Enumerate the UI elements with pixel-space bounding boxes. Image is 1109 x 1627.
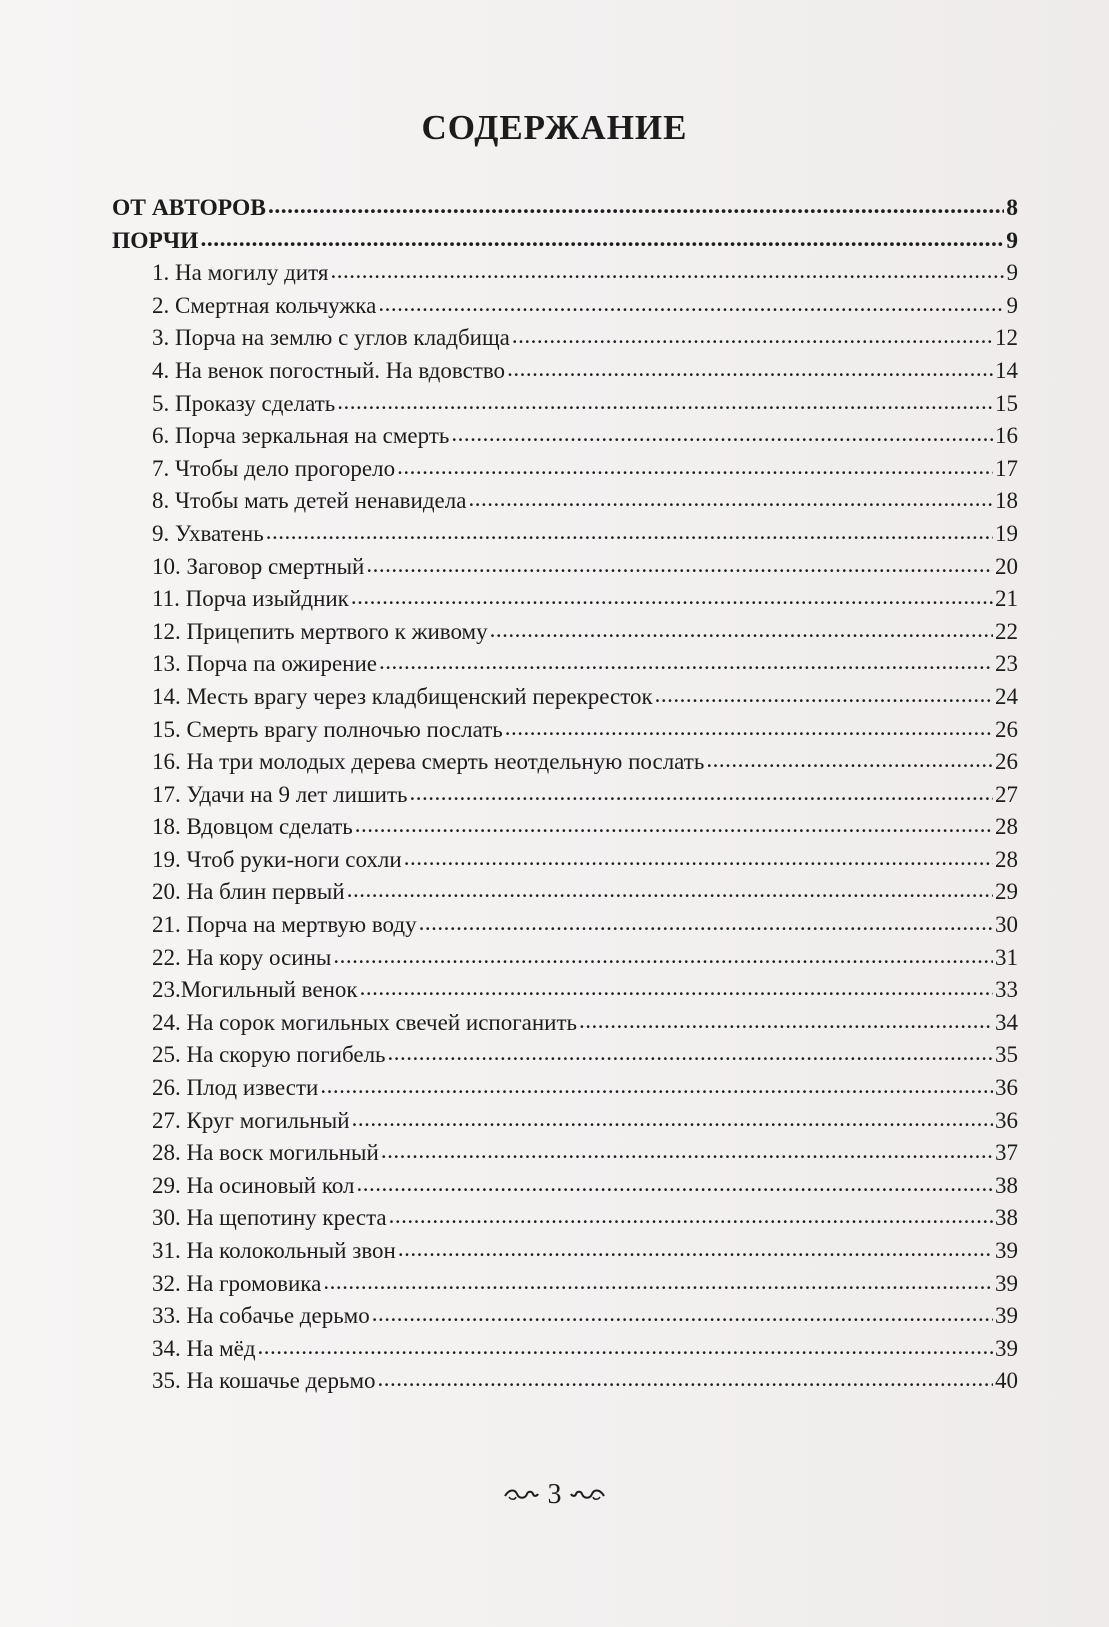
toc-entry-row xyxy=(112,518,1018,551)
toc-page-number: 18 xyxy=(995,488,1018,514)
dot-leader xyxy=(347,874,993,907)
toc-page-number: 9 xyxy=(1006,260,1018,286)
toc-entry-title: 14. Месть врагу через кладбищенский перекресток xyxy=(152,683,653,709)
toc-entry-title: 27. Круг могильный xyxy=(152,1107,350,1133)
dot-leader xyxy=(320,1070,993,1103)
toc-entry-title: 29. На осиновый кол xyxy=(152,1172,355,1198)
toc-entry-title: 35. На кошачье дерьмо xyxy=(152,1368,376,1394)
toc-entry-row xyxy=(112,551,1018,584)
toc-section-row xyxy=(112,225,1018,258)
dot-leader xyxy=(366,549,993,582)
dot-leader xyxy=(379,646,993,679)
toc-entry-title: 13. Порча па ожирение xyxy=(152,651,377,677)
toc-page-number: 36 xyxy=(995,1107,1018,1133)
toc-entry-title: 11. Порча изыйдник xyxy=(152,586,349,612)
toc-entry-title: 26. Плод извести xyxy=(152,1075,319,1101)
toc-entry-title: 22. На кору осины xyxy=(152,944,332,970)
dot-leader xyxy=(398,1233,993,1266)
toc-entry-row xyxy=(112,876,1018,909)
toc-page-number: 38 xyxy=(995,1205,1018,1231)
page-number: 3 xyxy=(547,1479,562,1511)
toc-entry-row xyxy=(112,714,1018,747)
dot-leader xyxy=(266,516,993,549)
toc-entry-row xyxy=(112,1202,1018,1235)
toc-entry-row xyxy=(112,648,1018,681)
toc-page-number: 39 xyxy=(995,1335,1018,1361)
toc-entry-title: 8. Чтобы мать детей ненавидела xyxy=(152,488,467,514)
dot-leader xyxy=(397,451,993,484)
toc-page-number: 12 xyxy=(995,325,1018,351)
toc-page-number: 16 xyxy=(995,423,1018,449)
toc-page-number: 35 xyxy=(995,1042,1018,1068)
toc-entry-title: 24. На сорок могильных свечей испоганить xyxy=(152,1009,578,1035)
dot-leader xyxy=(378,288,1004,321)
toc-page-number: 26 xyxy=(995,716,1018,742)
toc-entry-title: 34. На мёд xyxy=(152,1335,256,1361)
dot-leader xyxy=(381,1135,993,1168)
toc-entry-title: 7. Чтобы дело прогорело xyxy=(152,455,396,481)
toc-entry-title: 3. Порча на землю с углов кладбища xyxy=(152,325,510,351)
toc-page-number: 38 xyxy=(995,1172,1018,1198)
toc-entry-row xyxy=(112,909,1018,942)
dot-leader xyxy=(268,190,1004,223)
dot-leader xyxy=(388,1037,993,1070)
toc-entry-title: ОТ АВТОРОВ xyxy=(112,195,266,221)
toc-entry-row xyxy=(112,616,1018,649)
toc-page-number: 30 xyxy=(995,912,1018,938)
toc-entry-row xyxy=(112,1268,1018,1301)
toc-page-number: 14 xyxy=(995,357,1018,383)
dot-leader xyxy=(330,255,1004,288)
toc-page-number: 40 xyxy=(995,1368,1018,1394)
dot-leader xyxy=(468,483,993,516)
toc-entry-row xyxy=(112,388,1018,421)
toc-entry-row xyxy=(112,746,1018,779)
toc-entry-row xyxy=(112,1170,1018,1203)
toc-entry-title: 28. На воск могильный xyxy=(152,1140,379,1166)
toc-entry-row xyxy=(112,1235,1018,1268)
toc-page-number: 39 xyxy=(995,1303,1018,1329)
toc-page-number: 31 xyxy=(995,944,1018,970)
toc-page-number: 39 xyxy=(995,1270,1018,1296)
toc-page-number: 15 xyxy=(995,390,1018,416)
dot-leader xyxy=(323,1266,993,1299)
dot-leader xyxy=(360,972,993,1005)
toc-page-number: 34 xyxy=(995,1009,1018,1035)
scroll-ornament-left-icon xyxy=(503,1480,539,1510)
toc-entry-row xyxy=(112,485,1018,518)
toc-entry-row xyxy=(112,1072,1018,1105)
dot-leader xyxy=(655,679,993,712)
toc-entry-title: 16. На три молодых дерева смерть неотдельную послать xyxy=(152,749,705,775)
toc-entry-row xyxy=(112,1137,1018,1170)
toc-entry-row xyxy=(112,355,1018,388)
toc-page-number: 27 xyxy=(995,781,1018,807)
toc-entry-row xyxy=(112,420,1018,453)
toc-entry-row xyxy=(112,322,1018,355)
toc-entry-row xyxy=(112,1365,1018,1398)
dot-leader xyxy=(505,712,993,745)
toc-entry-row xyxy=(112,1039,1018,1072)
toc-page-number: 37 xyxy=(995,1140,1018,1166)
dot-leader xyxy=(490,614,993,647)
page-title: СОДЕРЖАНИЕ xyxy=(421,108,688,147)
toc-page-number: 28 xyxy=(995,846,1018,872)
toc-entry-row xyxy=(112,844,1018,877)
dot-leader xyxy=(372,1298,993,1331)
toc-entry-row xyxy=(112,681,1018,714)
dot-leader xyxy=(333,940,993,973)
toc-page-number: 22 xyxy=(995,618,1018,644)
dot-leader xyxy=(706,744,993,777)
toc-page-number: 9 xyxy=(1006,227,1018,254)
dot-leader xyxy=(357,1168,993,1201)
toc-page-number: 36 xyxy=(995,1075,1018,1101)
dot-leader xyxy=(200,223,1004,256)
toc-page-number: 9 xyxy=(1006,292,1018,318)
dot-leader xyxy=(419,907,993,940)
toc-entry-row xyxy=(112,583,1018,616)
dot-leader xyxy=(579,1005,993,1038)
page-footer xyxy=(0,1478,1109,1511)
toc-page-number: 26 xyxy=(995,749,1018,775)
toc-entry-row xyxy=(112,1300,1018,1333)
toc-entry-title: 12. Прицепить мертвого к живому xyxy=(152,618,488,644)
dot-leader xyxy=(355,809,993,842)
dot-leader xyxy=(352,1103,993,1136)
dot-leader xyxy=(404,842,993,875)
dot-leader xyxy=(378,1363,993,1396)
toc-entry-title: ПОРЧИ xyxy=(112,227,199,254)
toc-entry-title: 2. Смертная кольчужка xyxy=(152,292,377,318)
toc-entry-row xyxy=(112,1007,1018,1040)
table-of-contents xyxy=(112,192,1018,1398)
scroll-ornament-right-icon xyxy=(570,1480,606,1510)
toc-entry-row xyxy=(112,974,1018,1007)
toc-entry-title: 32. На громовика xyxy=(152,1270,322,1296)
toc-entry-title: 5. Проказу сделать xyxy=(152,390,336,416)
dot-leader xyxy=(451,418,993,451)
toc-page-number: 39 xyxy=(995,1238,1018,1263)
toc-page-number: 20 xyxy=(995,553,1018,579)
dot-leader xyxy=(507,353,993,386)
toc-entry-title: 21. Порча на мертвую воду xyxy=(152,912,417,938)
toc-entry-title: 9. Ухватень xyxy=(152,520,264,546)
dot-leader xyxy=(337,386,993,419)
dot-leader xyxy=(351,581,993,614)
dot-leader xyxy=(389,1200,993,1233)
toc-entry-title: 15. Смерть врагу полночью послать xyxy=(152,716,503,742)
toc-entry-row xyxy=(112,779,1018,812)
toc-entry-row xyxy=(112,1333,1018,1366)
toc-entry-row xyxy=(112,1105,1018,1138)
toc-page-number: 23 xyxy=(995,651,1018,677)
dot-leader xyxy=(258,1331,993,1364)
toc-entry-title: 4. На венок погостный. На вдовство xyxy=(152,357,506,383)
toc-section-row xyxy=(112,192,1018,225)
toc-entry-row xyxy=(112,942,1018,975)
toc-entry-row xyxy=(112,453,1018,486)
toc-entry-title: 18. Вдовцом сделать xyxy=(152,814,353,840)
toc-entry-title: 6. Порча зеркальная на смерть xyxy=(152,423,450,449)
toc-entry-title: 30. На щепотину креста xyxy=(152,1205,387,1231)
toc-entry-title: 20. На блин первый xyxy=(152,879,345,905)
toc-entry-title: 19. Чтоб руки-ноги сохли xyxy=(152,846,402,872)
toc-entry-title: 17. Удачи на 9 лет лишить xyxy=(152,781,408,807)
toc-entry-row xyxy=(112,811,1018,844)
toc-page-number: 17 xyxy=(995,455,1018,481)
toc-entry-title: 33. На собачье дерьмо xyxy=(152,1303,370,1329)
toc-entry-row xyxy=(112,290,1018,323)
toc-entry-title: 25. На скорую погибель xyxy=(152,1042,386,1068)
toc-entry-title: 1. На могилу дитя xyxy=(152,260,329,286)
toc-entry-title: 10. Заговор смертный xyxy=(152,553,365,579)
toc-page-number: 29 xyxy=(995,879,1018,905)
toc-entry-title: 31. На колокольный звон xyxy=(152,1238,396,1263)
dot-leader xyxy=(512,320,993,353)
toc-page-number: 24 xyxy=(995,683,1018,709)
toc-page-number: 28 xyxy=(995,814,1018,840)
toc-entry-row xyxy=(112,257,1018,290)
toc-page-number: 19 xyxy=(995,520,1018,546)
toc-entry-title: 23.Могильный венок xyxy=(152,977,358,1003)
toc-page-number: 33 xyxy=(995,977,1018,1003)
toc-page-number: 21 xyxy=(995,586,1018,612)
toc-page-number: 8 xyxy=(1006,195,1018,221)
dot-leader xyxy=(410,777,993,810)
